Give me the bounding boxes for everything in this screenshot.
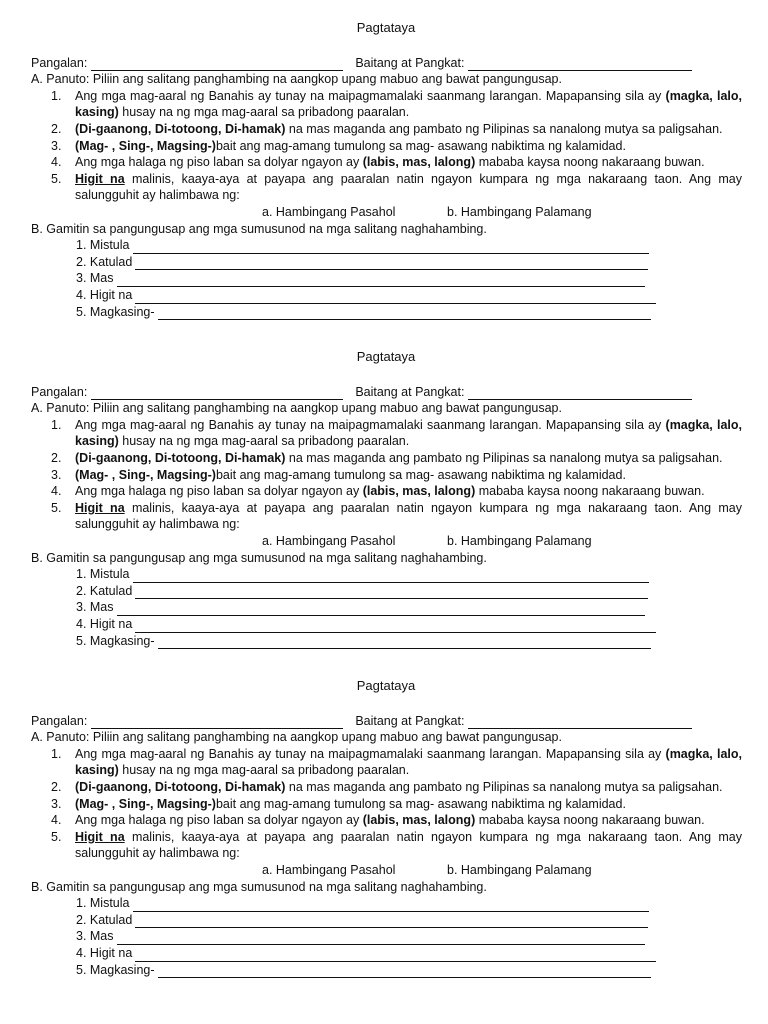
choice-group: (labis, mas, lalong) <box>362 155 476 170</box>
word-label: 5. Magkasing- <box>76 304 155 319</box>
question-list <box>0 88 768 204</box>
question-item <box>51 417 768 450</box>
question-item <box>51 467 768 484</box>
answer-line[interactable] <box>158 307 651 320</box>
choice-group: (magka, lalo, kasing) <box>75 88 742 120</box>
choice-group: (Di-gaanong, Di-totoong, Di-hamak) <box>75 121 286 136</box>
word-row <box>76 895 768 912</box>
answer-options <box>0 862 768 879</box>
part-b-instruction: B. Gamitin sa pangungusap ang mga sumusunod na mga salitang naghahambing. <box>31 879 487 894</box>
option-b: b. Hambingang Palamang <box>447 533 592 548</box>
answer-line[interactable] <box>133 241 649 254</box>
word-list <box>0 566 768 649</box>
answer-line[interactable] <box>135 257 648 270</box>
worksheet-title: Pagtataya <box>356 678 416 693</box>
choice-group: (Di-gaanong, Di-totoong, Di-hamak) <box>75 450 286 465</box>
underlined-phrase: Higit na <box>75 171 125 186</box>
answer-line[interactable] <box>135 620 656 633</box>
name-input-line[interactable] <box>91 58 343 71</box>
question-item <box>51 121 768 138</box>
item-number: 3. <box>51 796 62 811</box>
word-row <box>76 270 768 287</box>
part-a-instruction: A. Panuto: Piliin ang salitang panghambing na aangkop upang mabuo ang bawat pangungusap. <box>31 401 562 416</box>
item-number: 4. <box>51 484 62 499</box>
answer-options <box>0 533 768 550</box>
choice-group: (labis, mas, lalong) <box>362 813 476 828</box>
part-b-instruction: B. Gamitin sa pangungusap ang mga sumusunod na mga salitang naghahambing. <box>31 550 487 565</box>
name-input-line[interactable] <box>91 716 343 729</box>
grade-label: Baitang at Pangkat: <box>355 55 465 70</box>
question-item <box>51 812 768 829</box>
item-number: 5. <box>51 171 62 186</box>
choice-group: (Mag- , Sing-, Magsing-) <box>75 796 216 811</box>
worksheet-title: Pagtataya <box>356 349 416 364</box>
choice-group: (Di-gaanong, Di-totoong, Di-hamak) <box>75 779 286 794</box>
worksheet-copy-2 <box>0 349 768 649</box>
question-item <box>51 138 768 155</box>
item-number: 5. <box>51 500 62 515</box>
item-number: 4. <box>51 813 62 828</box>
word-label: 2. Katulad <box>76 254 133 269</box>
question-item <box>51 796 768 813</box>
item-text: na mas maganda ang pambato ng Pilipinas sa nanalong mutya sa paligsahan. <box>285 121 723 136</box>
name-label: Pangalan: <box>31 713 88 728</box>
item-number: 2. <box>51 121 62 136</box>
answer-line[interactable] <box>158 965 651 978</box>
answer-line[interactable] <box>135 586 648 599</box>
part-a-instruction: A. Panuto: Piliin ang salitang panghambing na aangkop upang mabuo ang bawat pangungusap. <box>31 72 562 87</box>
item-text: Ang mga halaga ng piso laban sa dolyar ngayon ay <box>75 484 363 499</box>
option-a: a. Hambingang Pasahol <box>262 533 396 548</box>
grade-label: Baitang at Pangkat: <box>355 384 465 399</box>
item-number: 3. <box>51 467 62 482</box>
choice-group: (magka, lalo, kasing) <box>75 746 742 778</box>
name-row <box>0 713 768 730</box>
word-label: 3. Mas <box>76 929 114 944</box>
item-text: mababa kaysa noong nakaraang buwan. <box>475 155 705 170</box>
answer-line[interactable] <box>135 915 648 928</box>
answer-options <box>0 204 768 221</box>
item-text: malinis, kaaya-aya at payapa ang paaralan natin ngayon kumpara ng mga nakaraang taon. Ang may salungguhit ay halimbawa ng: <box>75 500 742 532</box>
item-text: mababa kaysa noong nakaraang buwan. <box>475 484 705 499</box>
word-label: 3. Mas <box>76 600 114 615</box>
choice-group: (Mag- , Sing-, Magsing-) <box>75 467 216 482</box>
question-item <box>51 829 768 862</box>
answer-line[interactable] <box>133 570 649 583</box>
part-b-instruction: B. Gamitin sa pangungusap ang mga sumusunod na mga salitang naghahambing. <box>31 221 487 236</box>
word-row <box>76 566 768 583</box>
question-item <box>51 450 768 467</box>
answer-line[interactable] <box>117 603 645 616</box>
option-a: a. Hambingang Pasahol <box>262 862 396 877</box>
word-label: 2. Katulad <box>76 912 133 927</box>
answer-line[interactable] <box>117 274 645 287</box>
name-row <box>0 55 768 72</box>
word-list <box>0 895 768 978</box>
word-label: 5. Magkasing- <box>76 633 155 648</box>
word-label: 5. Magkasing- <box>76 962 155 977</box>
word-row <box>76 945 768 962</box>
name-input-line[interactable] <box>91 387 343 400</box>
answer-line[interactable] <box>117 932 645 945</box>
question-item <box>51 171 768 204</box>
question-item <box>51 500 768 533</box>
item-number: 5. <box>51 829 62 844</box>
option-b: b. Hambingang Palamang <box>447 204 592 219</box>
item-text: malinis, kaaya-aya at payapa ang paaralan natin ngayon kumpara ng mga nakaraang taon. Ang may salungguhit ay halimbawa ng: <box>75 171 742 203</box>
item-number: 2. <box>51 779 62 794</box>
grade-input-line[interactable] <box>468 58 692 71</box>
item-number: 1. <box>51 746 62 761</box>
word-label: 1. Mistula <box>76 238 130 253</box>
worksheet-copy-3 <box>0 678 768 978</box>
word-label: 4. Higit na <box>76 287 133 302</box>
question-list <box>0 417 768 533</box>
word-row <box>76 304 768 321</box>
item-text: husay na ng mga mag-aaral sa pribadong paaralan. <box>118 105 410 120</box>
item-text: bait ang mag-amang tumulong sa mag- asawang nabiktima ng kalamidad. <box>215 138 626 153</box>
question-item <box>51 154 768 171</box>
item-number: 1. <box>51 417 62 432</box>
answer-line[interactable] <box>133 899 649 912</box>
question-item <box>51 779 768 796</box>
grade-label: Baitang at Pangkat: <box>355 713 465 728</box>
answer-line[interactable] <box>135 949 656 962</box>
word-row <box>76 254 768 271</box>
word-row <box>76 633 768 650</box>
item-text: bait ang mag-amang tumulong sa mag- asawang nabiktima ng kalamidad. <box>215 467 626 482</box>
item-text: Ang mga halaga ng piso laban sa dolyar ngayon ay <box>75 155 363 170</box>
item-number: 3. <box>51 138 62 153</box>
word-list <box>0 237 768 320</box>
choice-group: (labis, mas, lalong) <box>362 484 476 499</box>
item-text: husay na ng mga mag-aaral sa pribadong paaralan. <box>118 434 410 449</box>
name-row <box>0 384 768 401</box>
item-text: Ang mga mag-aaral ng Banahis ay tunay na maipagmamalaki saanmang larangan. Mapapansing sila ay <box>75 417 666 432</box>
word-row <box>76 962 768 979</box>
name-label: Pangalan: <box>31 55 88 70</box>
option-b: b. Hambingang Palamang <box>447 862 592 877</box>
item-number: 4. <box>51 155 62 170</box>
item-number: 2. <box>51 450 62 465</box>
word-row <box>76 237 768 254</box>
word-row <box>76 928 768 945</box>
word-label: 2. Katulad <box>76 583 133 598</box>
word-label: 4. Higit na <box>76 945 133 960</box>
item-text: Ang mga mag-aaral ng Banahis ay tunay na maipagmamalaki saanmang larangan. Mapapansing sila ay <box>75 88 666 103</box>
word-row <box>76 599 768 616</box>
item-text: Ang mga halaga ng piso laban sa dolyar ngayon ay <box>75 813 363 828</box>
word-row <box>76 912 768 929</box>
item-text: bait ang mag-amang tumulong sa mag- asawang nabiktima ng kalamidad. <box>215 796 626 811</box>
underlined-phrase: Higit na <box>75 829 125 844</box>
word-label: 3. Mas <box>76 271 114 286</box>
item-text: husay na ng mga mag-aaral sa pribadong paaralan. <box>118 763 410 778</box>
question-list <box>0 746 768 862</box>
item-text: malinis, kaaya-aya at payapa ang paaralan natin ngayon kumpara ng mga nakaraang taon. Ang may salungguhit ay halimbawa ng: <box>75 829 742 861</box>
grade-input-line[interactable] <box>468 387 692 400</box>
worksheet-title: Pagtataya <box>356 20 416 35</box>
option-a: a. Hambingang Pasahol <box>262 204 396 219</box>
word-label: 1. Mistula <box>76 896 130 911</box>
item-text: na mas maganda ang pambato ng Pilipinas sa nanalong mutya sa paligsahan. <box>285 450 723 465</box>
part-a-instruction: A. Panuto: Piliin ang salitang panghambing na aangkop upang mabuo ang bawat pangungusap. <box>31 730 562 745</box>
item-text: na mas maganda ang pambato ng Pilipinas sa nanalong mutya sa paligsahan. <box>285 779 723 794</box>
word-row <box>76 583 768 600</box>
answer-line[interactable] <box>158 636 651 649</box>
item-number: 1. <box>51 88 62 103</box>
choice-group: (Mag- , Sing-, Magsing-) <box>75 138 216 153</box>
word-label: 4. Higit na <box>76 616 133 631</box>
worksheet-copy-1 <box>0 20 768 320</box>
word-row <box>76 616 768 633</box>
answer-line[interactable] <box>135 291 656 304</box>
item-text: Ang mga mag-aaral ng Banahis ay tunay na maipagmamalaki saanmang larangan. Mapapansing sila ay <box>75 746 666 761</box>
grade-input-line[interactable] <box>468 716 692 729</box>
underlined-phrase: Higit na <box>75 500 125 515</box>
question-item <box>51 746 768 779</box>
item-text: mababa kaysa noong nakaraang buwan. <box>475 813 705 828</box>
word-label: 1. Mistula <box>76 567 130 582</box>
choice-group: (magka, lalo, kasing) <box>75 417 742 449</box>
name-label: Pangalan: <box>31 384 88 399</box>
question-item <box>51 88 768 121</box>
question-item <box>51 483 768 500</box>
word-row <box>76 287 768 304</box>
